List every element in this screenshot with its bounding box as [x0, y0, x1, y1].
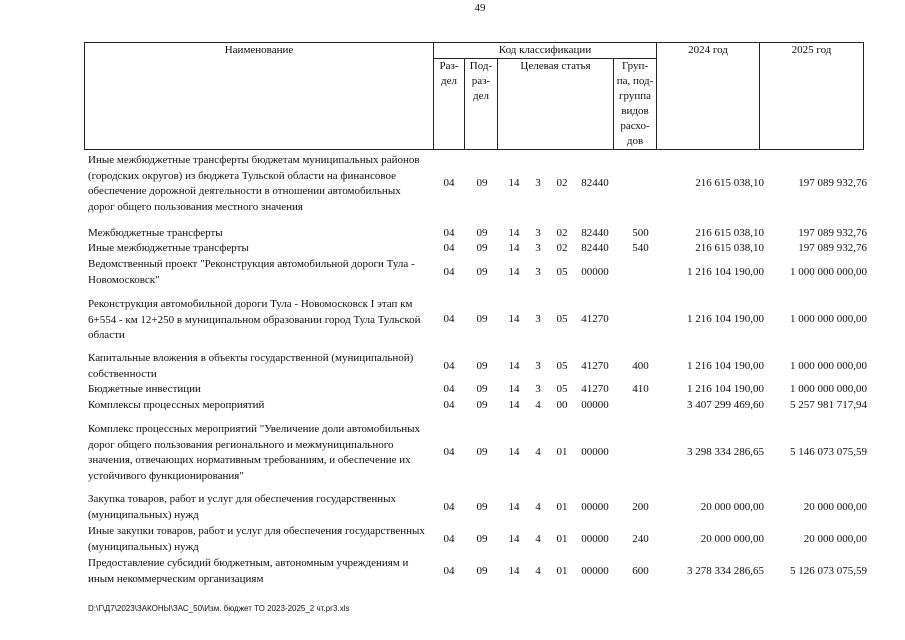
row-target-4: 82440: [581, 227, 609, 239]
row-podrazdel: 09: [476, 177, 488, 189]
row-target-4: 00000: [581, 446, 609, 458]
row-podrazdel: 09: [476, 242, 488, 254]
row-name: Иные межбюджетные трансферты бюджетам муниципальных районов (городских округов) из бюджета Тульской области на финансовое обеспечение дорожной деятельности в отношении автомобильных дорог общего пользования местного значения: [88, 154, 420, 213]
header-name: Наименование: [85, 43, 434, 150]
row-target-2: 4: [535, 501, 541, 513]
row-razdel: 04: [443, 242, 455, 254]
row-razdel: 04: [443, 565, 455, 577]
file-path: D:\Г\Д7\2023\ЗАКОНЫ\ЗАС_50\Изм. бюджет ТО 2023-2025_2 чт.рг3.xls: [88, 604, 350, 613]
row-target-3: 05: [556, 266, 568, 278]
row-target-4: 82440: [581, 177, 609, 189]
row-podrazdel: 09: [476, 313, 488, 325]
row-amount-2024: 1 216 104 190,00: [687, 266, 764, 278]
row-amount-2024: 3 298 334 286,65: [687, 446, 764, 458]
row-podrazdel: 09: [476, 399, 488, 411]
row-target-1: 14: [508, 565, 520, 577]
header-podrazdel: Под- раз- дел: [465, 59, 498, 150]
row-podrazdel: 09: [476, 227, 488, 239]
row-target-3: 05: [556, 313, 568, 325]
row-target-1: 14: [508, 501, 520, 513]
row-target-3: 01: [556, 533, 568, 545]
row-target-1: 14: [508, 313, 520, 325]
row-target-1: 14: [508, 360, 520, 372]
row-target-1: 14: [508, 446, 520, 458]
row-amount-2024: 1 216 104 190,00: [687, 360, 764, 372]
row-podrazdel: 09: [476, 383, 488, 395]
row-group: 410: [632, 383, 649, 395]
row-amount-2025: 1 000 000 000,00: [790, 383, 867, 395]
row-amount-2025: 20 000 000,00: [803, 501, 867, 513]
row-name: Реконструкция автомобильной дороги Тула - Новомосковск I этап км 6+554 - км 12+250 в муниципальном образовании город Тула Тульской области: [88, 298, 421, 341]
row-name: Бюджетные инвестиции: [88, 383, 201, 395]
row-target-1: 14: [508, 266, 520, 278]
row-target-3: 01: [556, 565, 568, 577]
row-podrazdel: 09: [476, 266, 488, 278]
row-target-4: 82440: [581, 242, 609, 254]
row-target-1: 14: [508, 242, 520, 254]
row-amount-2024: 1 216 104 190,00: [687, 313, 764, 325]
row-target-1: 14: [508, 399, 520, 411]
row-group: 400: [632, 360, 649, 372]
row-target-4: 41270: [581, 313, 609, 325]
row-amount-2025: 5 146 073 075,59: [790, 446, 867, 458]
header-razdel: Раз- дел: [434, 59, 465, 150]
row-podrazdel: 09: [476, 533, 488, 545]
row-target-3: 00: [556, 399, 568, 411]
row-razdel: 04: [443, 177, 455, 189]
row-name: Межбюджетные трансферты: [88, 227, 223, 239]
row-podrazdel: 09: [476, 360, 488, 372]
row-amount-2024: 3 407 299 469,60: [687, 399, 764, 411]
row-razdel: 04: [443, 399, 455, 411]
header-target: Целевая статья: [498, 59, 614, 150]
row-razdel: 04: [443, 360, 455, 372]
row-amount-2024: 20 000 000,00: [700, 533, 764, 545]
row-name: Иные закупки товаров, работ и услуг для обеспечения государственных (муниципальных) нужд: [88, 525, 425, 553]
row-group: 200: [632, 501, 649, 513]
row-target-2: 4: [535, 446, 541, 458]
row-target-4: 00000: [581, 565, 609, 577]
row-podrazdel: 09: [476, 565, 488, 577]
row-target-3: 01: [556, 446, 568, 458]
header-code-group: Код классификации: [434, 43, 657, 59]
row-amount-2025: 197 089 932,76: [798, 227, 867, 239]
row-name: Комплекс процессных мероприятий "Увеличение доли автомобильных дорог общего пользования регионального и межмуниципального значения, отвечающих нормативным требованиям, и обеспечение их устойчивого функционирования": [88, 423, 421, 482]
row-group: 540: [632, 242, 649, 254]
row-name: Комплексы процессных мероприятий: [88, 399, 265, 411]
row-group: 500: [632, 227, 649, 239]
row-target-3: 05: [556, 360, 568, 372]
row-amount-2025: 20 000 000,00: [803, 533, 867, 545]
row-razdel: 04: [443, 446, 455, 458]
row-razdel: 04: [443, 383, 455, 395]
row-amount-2024: 3 278 334 286,65: [687, 565, 764, 577]
row-podrazdel: 09: [476, 501, 488, 513]
row-name: Иные межбюджетные трансферты: [88, 242, 249, 254]
row-razdel: 04: [443, 313, 455, 325]
row-amount-2024: 20 000 000,00: [700, 501, 764, 513]
row-target-3: 01: [556, 501, 568, 513]
row-target-1: 14: [508, 177, 520, 189]
row-target-2: 4: [535, 399, 541, 411]
row-target-3: 02: [556, 177, 568, 189]
row-amount-2025: 5 126 073 075,59: [790, 565, 867, 577]
row-name: Предоставление субсидий бюджетным, автономным учреждениям и иным некоммерческим организациям: [88, 557, 409, 585]
row-amount-2024: 216 615 038,10: [695, 177, 764, 189]
row-group: 600: [632, 565, 649, 577]
page-number: 49: [474, 2, 486, 14]
row-razdel: 04: [443, 533, 455, 545]
row-target-2: 4: [535, 533, 541, 545]
row-target-4: 00000: [581, 399, 609, 411]
row-amount-2024: 216 615 038,10: [695, 242, 764, 254]
header-2025: 2025 год: [760, 43, 864, 150]
row-target-4: 41270: [581, 360, 609, 372]
row-target-3: 02: [556, 227, 568, 239]
row-amount-2025: 197 089 932,76: [798, 242, 867, 254]
row-amount-2025: 5 257 981 717,94: [790, 399, 867, 411]
row-target-4: 00000: [581, 501, 609, 513]
row-amount-2024: 216 615 038,10: [695, 227, 764, 239]
row-target-2: 3: [535, 266, 541, 278]
header-group: Груп- па, под- группа видов расхо- дов: [614, 59, 657, 150]
row-target-1: 14: [508, 383, 520, 395]
row-amount-2024: 1 216 104 190,00: [687, 383, 764, 395]
header-2024: 2024 год: [657, 43, 760, 150]
row-target-2: 3: [535, 313, 541, 325]
row-name: Капитальные вложения в объекты государственной (муниципальной) собственности: [88, 352, 414, 380]
row-name: Ведомственный проект "Реконструкция автомобильной дороги Тула - Новомосковск": [88, 258, 415, 286]
row-amount-2025: 197 089 932,76: [798, 177, 867, 189]
row-name: Закупка товаров, работ и услуг для обеспечения государственных (муниципальных) нужд: [88, 493, 397, 521]
row-target-2: 3: [535, 177, 541, 189]
row-target-2: 3: [535, 242, 541, 254]
row-amount-2025: 1 000 000 000,00: [790, 313, 867, 325]
row-target-4: 00000: [581, 266, 609, 278]
row-podrazdel: 09: [476, 446, 488, 458]
row-target-1: 14: [508, 533, 520, 545]
row-razdel: 04: [443, 266, 455, 278]
row-amount-2025: 1 000 000 000,00: [790, 266, 867, 278]
row-target-3: 02: [556, 242, 568, 254]
row-target-2: 4: [535, 565, 541, 577]
row-target-4: 41270: [581, 383, 609, 395]
row-razdel: 04: [443, 501, 455, 513]
row-target-3: 05: [556, 383, 568, 395]
row-target-4: 00000: [581, 533, 609, 545]
row-target-2: 3: [535, 227, 541, 239]
row-amount-2025: 1 000 000 000,00: [790, 360, 867, 372]
row-target-2: 3: [535, 360, 541, 372]
row-group: 240: [632, 533, 649, 545]
row-razdel: 04: [443, 227, 455, 239]
row-target-2: 3: [535, 383, 541, 395]
row-target-1: 14: [508, 227, 520, 239]
